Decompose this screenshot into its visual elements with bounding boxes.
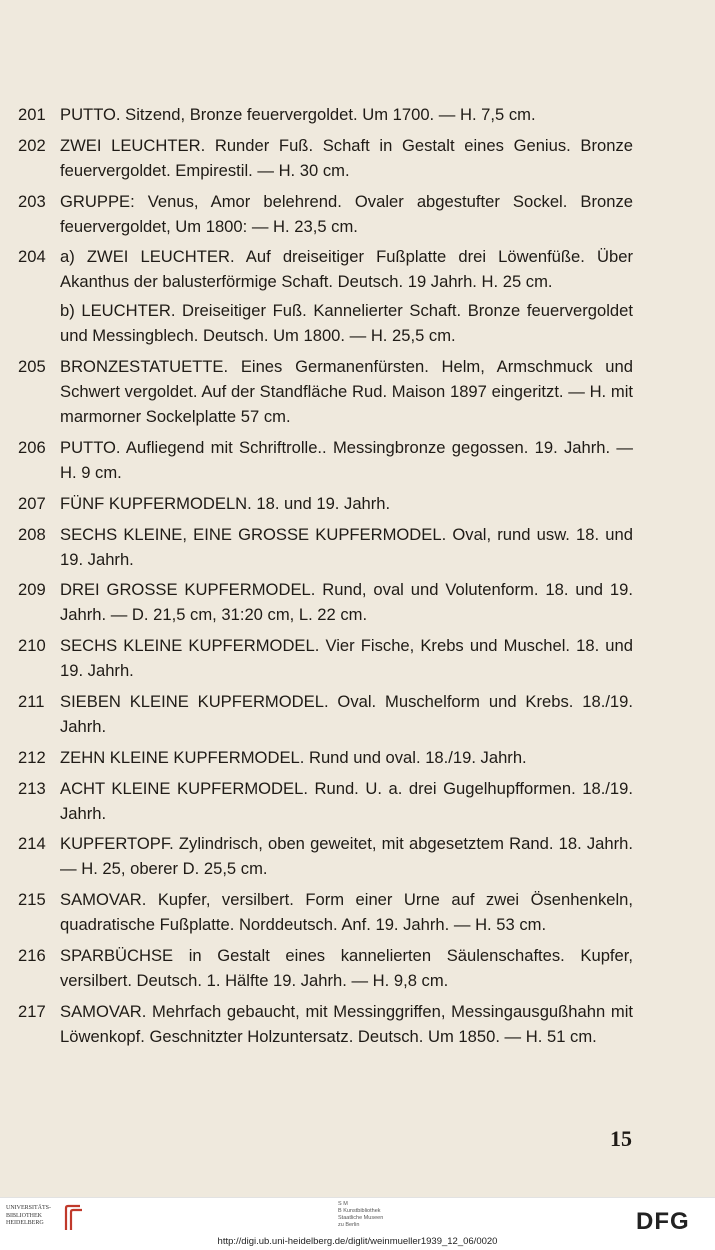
- entry-description: SECHS KLEINE KUPFERMODEL. Vier Fische, Krebs und Muschel. 18. und 19. Jahrh.: [60, 636, 633, 681]
- entry-description: a) ZWEI LEUCHTER. Auf dreiseitiger Fußplatte drei Löwenfüße. Über Akanthus der balusterförmige Schaft. Deutsch. 19 Jahrh. H. 25 cm.: [60, 247, 633, 292]
- digitization-footer: [0, 1197, 715, 1250]
- catalog-entry: [18, 633, 633, 683]
- catalog-entry: [18, 354, 633, 429]
- entry-body: [60, 943, 633, 993]
- entry-body: [60, 133, 633, 183]
- entry-number: 210: [18, 636, 46, 656]
- dfg-logo[interactable]: DFG: [636, 1208, 690, 1235]
- entry-body: [60, 491, 633, 516]
- smb-line: Staatliche Museen: [338, 1215, 384, 1221]
- entry-number: 212: [18, 747, 46, 767]
- library-line: HEIDELBERG: [6, 1220, 44, 1226]
- entry-body: [60, 522, 633, 572]
- catalog-entry: [18, 522, 633, 572]
- permalink-url[interactable]: http://digi.ub.uni-heidelberg.de/diglit/weinmueller1939_12_06/0020: [217, 1236, 498, 1247]
- entry-body: [60, 999, 633, 1049]
- entry-body: [60, 244, 633, 348]
- catalog-entry: [18, 776, 633, 826]
- entry-body: [60, 689, 633, 739]
- entry-body: [60, 435, 633, 485]
- entry-description: BRONZESTATUETTE. Eines Germanenfürsten. Helm, Armschmuck und Schwert vergoldet. Auf der Standfläche Rud. Maison 1897 eingeritzt. — H. mit marmorner Sockelplatte 57 cm.: [60, 357, 633, 427]
- catalog-entry: [18, 491, 633, 516]
- entry-number: 211: [18, 691, 45, 711]
- catalog-entry: [18, 745, 633, 770]
- entry-description: GRUPPE: Venus, Amor belehrend. Ovaler abgestufter Sockel. Bronze feuervergoldet, Um 1800: — H. 23,5 cm.: [60, 191, 633, 236]
- entry-description: ACHT KLEINE KUPFERMODEL. Rund. U. a. drei Gugelhupfformen. 18./19. Jahrh.: [60, 778, 633, 823]
- entry-number: 215: [18, 890, 46, 910]
- catalog-entry: [18, 577, 633, 627]
- entry-body: [60, 354, 633, 429]
- catalog-entry: [18, 244, 633, 348]
- entry-description: SAMOVAR. Mehrfach gebaucht, mit Messinggriffen, Messingausgußhahn mit Löwenkopf. Geschnitzter Holzuntersatz. Deutsch. Um 1850. — H. 51 cm.: [60, 1001, 633, 1046]
- smb-line: S M: [338, 1201, 348, 1207]
- catalog-entry: [18, 133, 633, 183]
- entry-number: 214: [18, 834, 46, 854]
- entry-number: 207: [18, 493, 46, 513]
- catalog-entry: [18, 435, 633, 485]
- entry-description: FÜNF KUPFERMODELN. 18. und 19. Jahrh.: [60, 493, 391, 513]
- library-line: BIBLIOTHEK: [6, 1212, 42, 1219]
- smb-kunstbibliothek-logo[interactable]: [338, 1201, 383, 1229]
- entry-body: [60, 633, 633, 683]
- entry-body: [60, 189, 633, 239]
- catalog-entries: [18, 102, 633, 1055]
- entry-number: 203: [18, 191, 46, 211]
- entry-body: [60, 102, 633, 127]
- catalog-entry: [18, 189, 633, 239]
- catalog-entry: [18, 831, 633, 881]
- catalog-entry: [18, 999, 633, 1049]
- entry-number: 201: [18, 105, 46, 124]
- entry-description: SPARBÜCHSE in Gestalt eines kannelierten Säulenschaftes. Kupfer, versilbert. Deutsch. 1. Hälfte 19. Jahrh. — H. 9,8 cm.: [60, 945, 633, 990]
- entry-number: 204: [18, 247, 46, 267]
- entry-description: ZEHN KLEINE KUPFERMODEL. Rund und oval. 18./19. Jahrh.: [60, 747, 527, 767]
- entry-body: [60, 831, 633, 881]
- library-logo-icon[interactable]: [62, 1204, 86, 1232]
- entry-body: [60, 887, 633, 937]
- entry-description: PUTTO. Aufliegend mit Schriftrolle.. Messingbronze gegossen. 19. Jahrh. — H. 9 cm.: [60, 437, 633, 482]
- entry-number: 217: [18, 1001, 46, 1021]
- entry-description: DREI GROSSE KUPFERMODEL. Rund, oval und Volutenform. 18. und 19. Jahrh. — D. 21,5 cm, 31:20 cm, L. 22 cm.: [60, 580, 633, 625]
- entry-description: b) LEUCHTER. Dreiseitiger Fuß. Kannelierter Schaft. Bronze feuervergoldet und Messingblech. Deutsch. Um 1800. — H. 25,5 cm.: [60, 301, 633, 346]
- library-line: UNIVERSITÄTS-: [6, 1205, 51, 1211]
- entry-number: 216: [18, 945, 46, 965]
- page-number: 15: [610, 1126, 632, 1151]
- entry-number: 206: [18, 437, 46, 457]
- entry-number: 205: [18, 357, 46, 377]
- entry-description: KUPFERTOPF. Zylindrisch, oben geweitet, mit abgesetztem Rand. 18. Jahrh. — H. 25, oberer D. 25,5 cm.: [60, 834, 633, 879]
- entry-number: 209: [18, 580, 46, 600]
- entry-body: [60, 577, 633, 627]
- entry-description: SIEBEN KLEINE KUPFERMODEL. Oval. Muschelform und Krebs. 18./19. Jahrh.: [60, 691, 633, 736]
- entry-number: 213: [18, 778, 46, 798]
- catalog-entry: [18, 102, 633, 127]
- entry-number: 208: [18, 524, 46, 544]
- entry-description: PUTTO. Sitzend, Bronze feuervergoldet. Um 1700. — H. 7,5 cm.: [60, 105, 536, 124]
- catalog-entry: [18, 943, 633, 993]
- catalog-entry: [18, 887, 633, 937]
- entry-body: [60, 776, 633, 826]
- entry-description: SAMOVAR. Kupfer, versilbert. Form einer Urne auf zwei Ösenhenkeln, quadratische Fußplatte. Norddeutsch. Anf. 19. Jahrh. — H. 53 cm.: [60, 890, 633, 935]
- smb-line: B Kunstbibliothek: [338, 1208, 381, 1214]
- library-name[interactable]: [6, 1205, 51, 1228]
- entry-body: [60, 745, 633, 770]
- entry-number: 202: [18, 135, 46, 155]
- catalog-entry: [18, 689, 633, 739]
- entry-description: ZWEI LEUCHTER. Runder Fuß. Schaft in Gestalt eines Genius. Bronze feuervergoldet. Empirestil. — H. 30 cm.: [60, 135, 633, 180]
- smb-line: zu Berlin: [338, 1222, 360, 1228]
- entry-description: SECHS KLEINE, EINE GROSSE KUPFERMODEL. Oval, rund usw. 18. und 19. Jahrh.: [60, 524, 633, 569]
